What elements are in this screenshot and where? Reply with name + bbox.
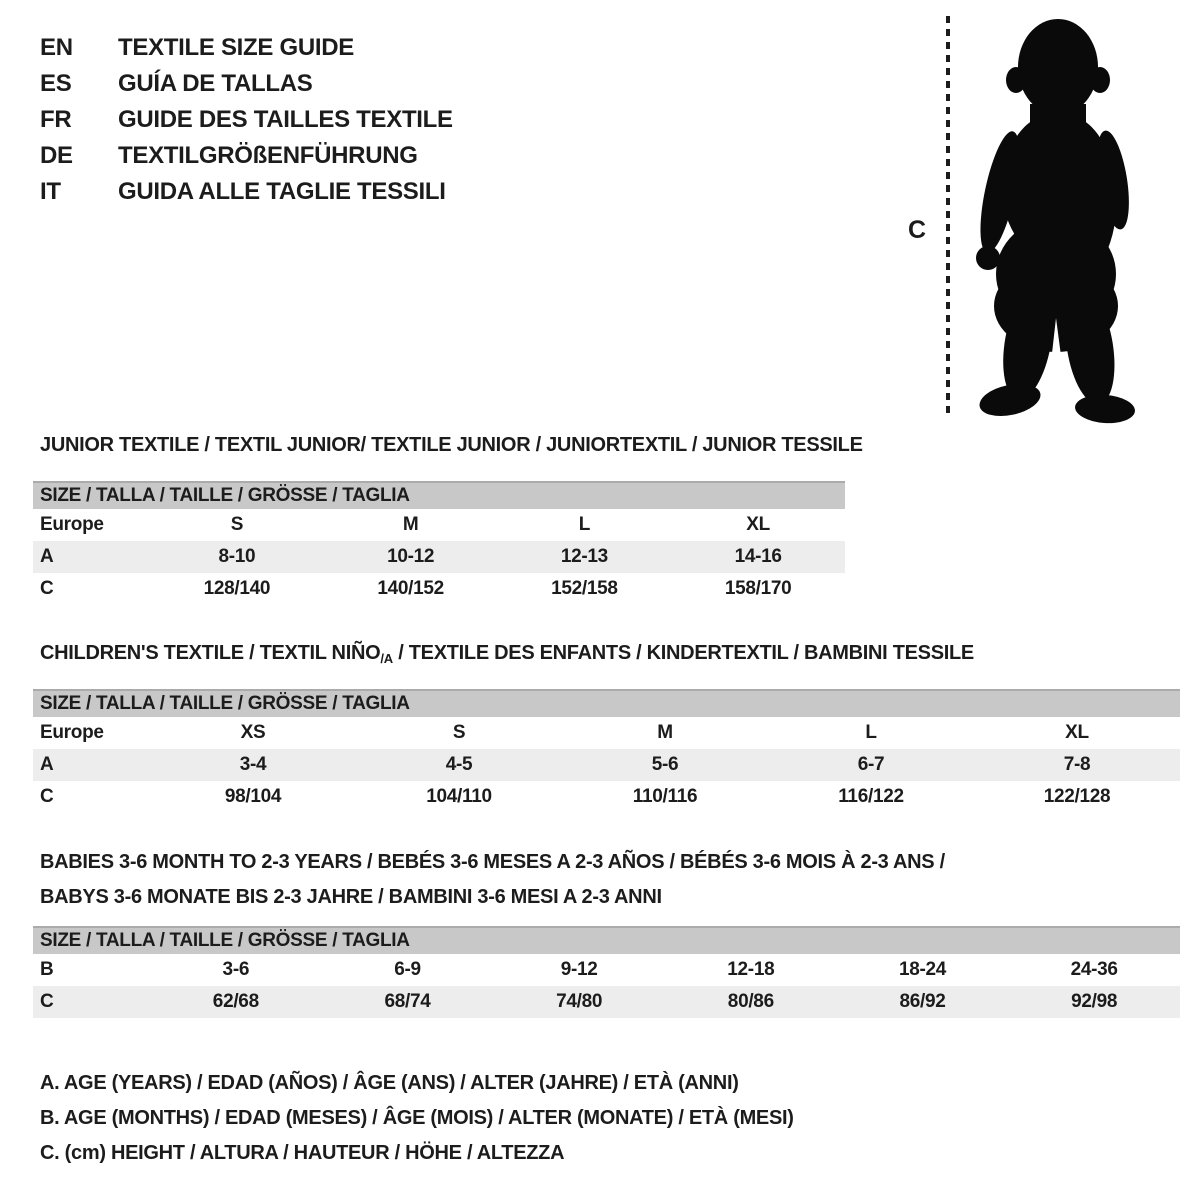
language-row-es: [40, 66, 453, 102]
table-cell: M: [402, 514, 419, 535]
table-cell: XS: [240, 722, 266, 743]
size-table-children: [33, 689, 1180, 813]
section-title-text: CHILDREN'S TEXTILE / TEXTIL NIÑO: [40, 642, 381, 664]
table-cell: 10-12: [387, 546, 435, 567]
language-code: EN: [40, 34, 73, 61]
table-cell: 12-18: [727, 959, 775, 980]
table-cell: 110/116: [632, 786, 698, 807]
table-cell: 122/128: [1043, 786, 1111, 807]
table-cell: S: [230, 514, 244, 535]
language-label: GUÍA DE TALLAS: [118, 70, 313, 97]
toddler-silhouette-icon: [958, 12, 1153, 424]
legend: [40, 1066, 794, 1171]
language-row-fr: [40, 102, 453, 138]
table-cell: 3-4: [239, 754, 267, 775]
table-cell: 5-6: [651, 754, 679, 775]
table-cell: 62/68: [212, 991, 259, 1012]
language-code: ES: [40, 70, 72, 97]
row-label: B: [40, 959, 54, 980]
table-cell: M: [657, 722, 673, 743]
size-table-header: SIZE / TALLA / TAILLE / GRÖSSE / TAGLIA: [33, 481, 845, 509]
table-cell: 18-24: [898, 959, 947, 980]
section-title-junior: [40, 434, 863, 457]
table-row-c: [33, 781, 1180, 813]
table-cell: 116/122: [838, 786, 904, 807]
language-label: TEXTILGRÖßENFÜHRUNG: [118, 142, 418, 169]
table-cell: S: [452, 722, 466, 743]
table-cell: 158/170: [724, 578, 792, 599]
size-table-header: SIZE / TALLA / TAILLE / GRÖSSE / TAGLIA: [33, 689, 1180, 717]
section-title-children: [40, 642, 974, 666]
table-cell: 12-13: [560, 546, 608, 567]
section-title-babies: [40, 845, 945, 915]
table-cell: 7-8: [1063, 754, 1091, 775]
table-row-b: [33, 954, 1180, 986]
table-row-a: [33, 541, 845, 573]
row-label: C: [40, 578, 54, 599]
legend-line-a: A. AGE (YEARS) / EDAD (AÑOS) / ÂGE (ANS) / ALTER (JAHRE) / ETÀ (ANNI): [40, 1072, 739, 1094]
table-cell: XL: [1065, 722, 1089, 743]
table-cell: 92/98: [1071, 991, 1118, 1012]
table-cell: 68/74: [384, 991, 431, 1012]
table-cell: 14-16: [734, 546, 782, 567]
table-cell: 74/80: [556, 991, 603, 1012]
section-title-text: JUNIOR TEXTILE / TEXTIL JUNIOR/ TEXTILE JUNIOR / JUNIORTEXTIL / JUNIOR TESSILE: [40, 434, 863, 456]
language-code: DE: [40, 142, 73, 169]
table-cell: 9-12: [560, 959, 598, 980]
language-label: TEXTILE SIZE GUIDE: [118, 34, 354, 61]
table-row-europe: [33, 717, 1180, 749]
size-table-header: SIZE / TALLA / TAILLE / GRÖSSE / TAGLIA: [33, 926, 1180, 954]
table-row-c: [33, 573, 845, 605]
language-guide: [40, 30, 453, 210]
table-cell: 3-6: [222, 959, 250, 980]
size-table-junior: [33, 481, 845, 605]
row-label: Europe: [40, 722, 104, 743]
section-title-text: / TEXTILE DES ENFANTS / KINDERTEXTIL / BAMBINI TESSILE: [392, 642, 974, 664]
table-cell: 98/104: [224, 786, 282, 807]
table-row-c: [33, 986, 1180, 1018]
language-label: GUIDA ALLE TAGLIE TESSILI: [118, 178, 446, 205]
table-row-a: [33, 749, 1180, 781]
row-label: C: [40, 991, 54, 1012]
table-cell: 86/92: [899, 991, 946, 1012]
language-row-it: [40, 174, 453, 210]
table-row-europe: [33, 509, 845, 541]
section-title-text-line2: BABYS 3-6 MONATE BIS 2-3 JAHRE / BAMBINI 3-6 MESI A 2-3 ANNI: [40, 886, 662, 908]
table-cell: 140/152: [377, 578, 444, 599]
language-row-de: [40, 138, 453, 174]
table-cell: 4-5: [445, 754, 473, 775]
language-code: FR: [40, 106, 72, 133]
row-label: A: [40, 546, 54, 567]
table-cell: 152/158: [551, 578, 618, 599]
section-title-subscript: /A: [380, 651, 393, 666]
language-label: GUIDE DES TAILLES TEXTILE: [118, 106, 453, 133]
legend-line-c: C. (cm) HEIGHT / ALTURA / HAUTEUR / HÖHE / ALTEZZA: [40, 1142, 565, 1164]
legend-line-b: B. AGE (MONTHS) / EDAD (MESES) / ÂGE (MOIS) / ALTER (MONATE) / ETÀ (MESI): [40, 1107, 794, 1129]
table-cell: L: [865, 722, 877, 743]
row-label: A: [40, 754, 54, 775]
language-row-en: [40, 30, 453, 66]
table-cell: 104/110: [426, 786, 492, 807]
table-cell: XL: [746, 514, 770, 535]
height-measure-dashed-line: [946, 16, 950, 416]
table-cell: 24-36: [1070, 959, 1118, 980]
measure-label-c: C: [908, 216, 926, 244]
table-cell: 80/86: [727, 991, 774, 1012]
row-label: C: [40, 786, 54, 807]
table-cell: 128/140: [203, 578, 271, 599]
table-cell: 8-10: [218, 546, 256, 567]
table-cell: 6-7: [857, 754, 885, 775]
table-cell: 6-9: [394, 959, 421, 980]
size-table-babies: [33, 926, 1180, 1018]
row-label: Europe: [40, 514, 104, 535]
table-cell: L: [578, 514, 591, 535]
section-title-text-line1: BABIES 3-6 MONTH TO 2-3 YEARS / BEBÉS 3-6 MESES A 2-3 AÑOS / BÉBÉS 3-6 MOIS À 2-3 ANS /: [40, 851, 945, 873]
language-code: IT: [40, 178, 61, 205]
